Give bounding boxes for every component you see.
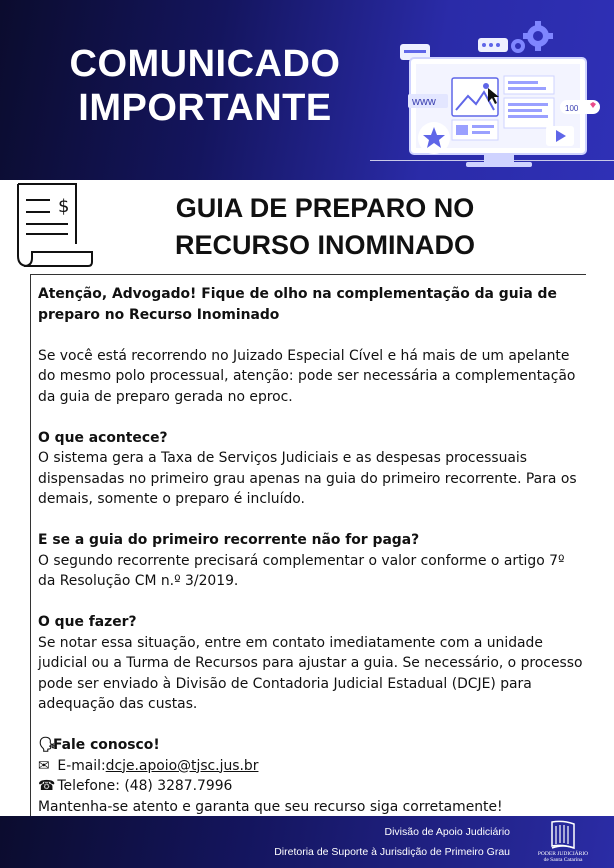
- counter-label: 100: [565, 104, 579, 113]
- section-heading-unpaid: E se a guia do primeiro recorrente não for paga?: [38, 532, 420, 548]
- email-link[interactable]: dcje.apoio@tjsc.jus.br: [105, 757, 259, 774]
- section-text-what-to-do: Se notar essa situação, entre em contato imediatamente com a unidade judicial ou a Turma de Recursos para ajustar a guia. Se necessário, o processo pode ser enviado à Divisão de Contadoria Judicial Estadual (DCJE) para adequação das custas.: [38, 634, 583, 712]
- tjsc-logo-mark-icon: [530, 818, 596, 852]
- speaking-head-icon: 🗣: [38, 737, 56, 753]
- intro-text: Se você está recorrendo no Juizado Especial Cível e há mais de um apelante do mesmo polo processual, atenção: pode ser necessária a complementação da guia de preparo gerada no eproc.: [38, 347, 576, 405]
- closing-text: Mantenha-se atento e garanta que seu recurso siga corretamente!: [38, 798, 503, 815]
- section-text-what-happens: O sistema gera a Taxa de Serviços Judiciais e as despesas processuais dispensadas no primeiro grau apenas na guia do primeiro recorrente. Para os demais, somente o preparo é incluído.: [38, 450, 577, 507]
- envelope-icon: ✉: [38, 757, 50, 774]
- content-body: [38, 284, 584, 817]
- www-label: www: [412, 96, 436, 108]
- section-heading-what-to-do: O que fazer?: [38, 614, 137, 630]
- tjsc-logo: [530, 818, 596, 868]
- telephone-icon: ☎: [38, 778, 56, 794]
- header-title: [40, 42, 370, 130]
- invoice-document-icon: [12, 182, 96, 270]
- section-heading-what-happens: O que acontece?: [38, 429, 168, 446]
- page-title-line2: RECURSO INOMINADO: [174, 230, 475, 260]
- header-banner: [0, 0, 614, 180]
- star-icon: [418, 122, 450, 154]
- footer-division: Divisão de Apoio Judiciário: [384, 826, 510, 838]
- svg-text:$: $: [58, 196, 70, 217]
- section-text-unpaid: O segundo recorrente precisará complementar o valor conforme o artigo 7º da Resolução CM n.º 3/2019.: [38, 552, 565, 589]
- intro-heading: Atenção, Advogado! Fique de olho na complementação da guia de preparo no Recurso Inominado: [38, 286, 557, 323]
- contact-phone: ☎ Telefone: (48) 3287.7996: [38, 776, 584, 797]
- tjsc-logo-text: PODER JUDICIÁRIO de Santa Catarina: [537, 851, 589, 863]
- gear-icon: [511, 21, 553, 53]
- monitor-icon: [396, 18, 610, 170]
- contact-heading: 🗣Fale conosco!: [38, 735, 584, 756]
- page-title: [120, 190, 530, 264]
- footer-banner: [0, 816, 614, 868]
- contact-email: ✉ E-mail:dcje.apoio@tjsc.jus.br: [38, 756, 584, 777]
- header-title-line1: COMUNICADO: [69, 43, 341, 85]
- footer-directorate: Diretoria de Suporte à Jurisdição de Primeiro Grau: [274, 846, 510, 858]
- header-title-line2: IMPORTANTE: [78, 87, 332, 129]
- play-icon: [546, 126, 574, 146]
- page-title-line1: GUIA DE PREPARO NO: [175, 193, 475, 223]
